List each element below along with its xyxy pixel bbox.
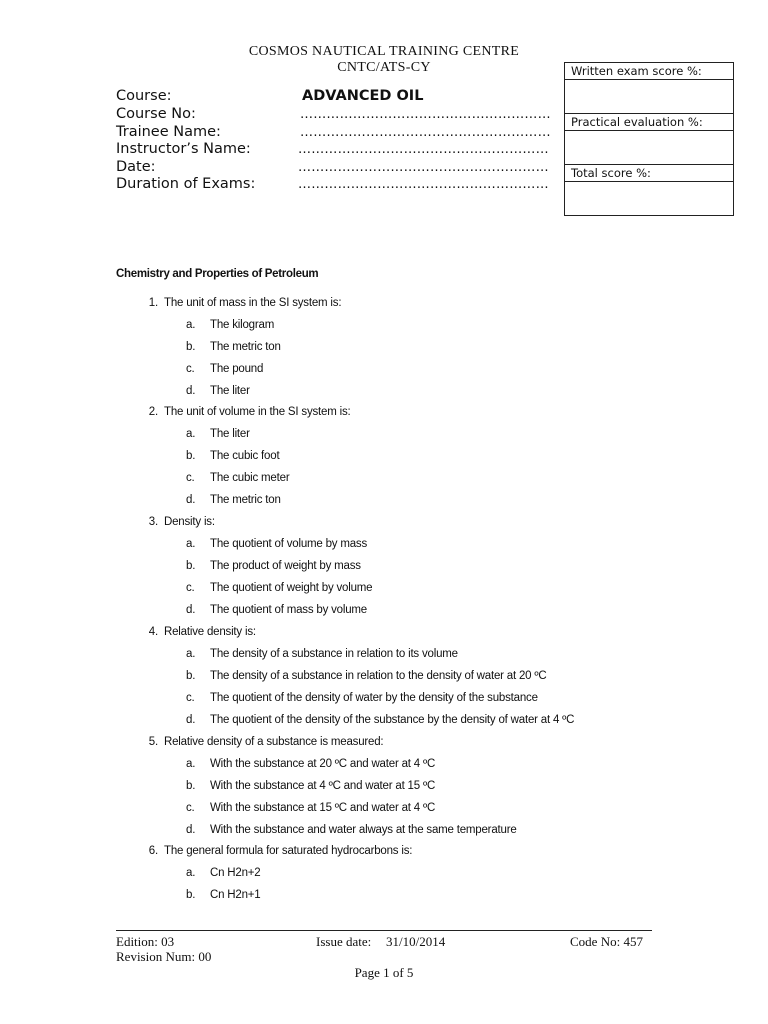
question-text: The unit of mass in the SI system is:	[164, 297, 342, 309]
option-letter: b.	[186, 780, 196, 792]
option-text: The cubic meter	[210, 472, 290, 484]
instructor-name-label: Instructor’s Name:	[116, 141, 251, 157]
option-letter: b.	[186, 560, 196, 572]
option-text: With the substance and water always at the same temperature	[210, 824, 517, 836]
question-number: 6.	[148, 845, 158, 857]
option-letter: a.	[186, 538, 196, 550]
option-text: The liter	[210, 385, 250, 397]
option-letter: b.	[186, 670, 196, 682]
edition-text: Edition: 03	[116, 934, 175, 949]
question-number: 2.	[148, 406, 158, 418]
option-text: The density of a substance in relation to the density of water at 20 ºC	[210, 670, 547, 682]
organization-name: COSMOS NAUTICAL TRAINING CENTRE	[248, 44, 520, 59]
option-text: The quotient of the density of the substance by the density of water at 4 ºC	[210, 714, 575, 726]
course-no-blank: …………………………………………………	[300, 107, 551, 122]
option-text: With the substance at 20 ºC and water at 4 ºC	[210, 758, 436, 770]
document-code: CNTC/ATS-CY	[337, 60, 431, 75]
option-letter: b.	[186, 450, 196, 462]
duration-label: Duration of Exams:	[116, 176, 256, 192]
option-letter: a.	[186, 319, 196, 331]
total-score-field	[565, 182, 733, 217]
option-letter: c.	[186, 692, 195, 704]
question-text: Relative density of a substance is measured:	[164, 736, 384, 748]
course-value: ADVANCED OIL	[302, 88, 424, 104]
option-letter: d.	[186, 714, 196, 726]
trainee-name-blank: …………………………………………………	[300, 125, 551, 140]
practical-score-label: Practical evaluation %:	[565, 114, 733, 131]
total-score-label: Total score %:	[565, 165, 733, 182]
duration-blank: …………………………………………………	[298, 177, 549, 192]
option-text: The quotient of weight by volume	[210, 582, 373, 594]
option-letter: d.	[186, 604, 196, 616]
option-text: With the substance at 4 ºC and water at 15 ºC	[210, 780, 436, 792]
written-score-label: Written exam score %:	[565, 63, 733, 80]
page-number: Page 1 of 5	[354, 965, 414, 980]
question-text: The unit of volume in the SI system is:	[164, 406, 351, 418]
option-text: The product of weight by mass	[210, 560, 361, 572]
option-text: The pound	[210, 363, 264, 375]
written-score-field	[565, 80, 733, 114]
course-label: Course:	[116, 88, 172, 104]
option-letter: d.	[186, 824, 196, 836]
trainee-name-label: Trainee Name:	[116, 124, 221, 140]
option-letter: d.	[186, 494, 196, 506]
option-text: The kilogram	[210, 319, 275, 331]
option-text: Cn H2n+2	[210, 867, 261, 879]
footer-divider	[116, 930, 652, 931]
option-letter: a.	[186, 428, 196, 440]
revision-text: Revision Num: 00	[116, 949, 212, 964]
option-text: The quotient of the density of water by the density of the substance	[210, 692, 538, 704]
option-text: With the substance at 15 ºC and water at 4 ºC	[210, 802, 436, 814]
option-text: The quotient of mass by volume	[210, 604, 367, 616]
option-letter: c.	[186, 582, 195, 594]
practical-score-field	[565, 131, 733, 165]
section-title: Chemistry and Properties of Petroleum	[116, 268, 319, 280]
option-letter: c.	[186, 472, 195, 484]
option-letter: c.	[186, 363, 195, 375]
option-text: The metric ton	[210, 494, 281, 506]
course-no-label: Course No:	[116, 106, 196, 122]
option-text: Cn H2n+1	[210, 889, 261, 901]
option-text: The cubic foot	[210, 450, 280, 462]
question-text: Density is:	[164, 516, 215, 528]
question-number: 4.	[148, 626, 158, 638]
option-letter: a.	[186, 648, 196, 660]
issue-date-label: Issue date:	[316, 934, 372, 949]
option-letter: d.	[186, 385, 196, 397]
option-letter: a.	[186, 758, 196, 770]
date-blank: …………………………………………………	[298, 160, 549, 175]
question-text: Relative density is:	[164, 626, 256, 638]
option-text: The liter	[210, 428, 250, 440]
date-label: Date:	[116, 159, 156, 175]
option-letter: c.	[186, 802, 195, 814]
option-letter: b.	[186, 341, 196, 353]
question-number: 5.	[148, 736, 158, 748]
question-number: 3.	[148, 516, 158, 528]
option-letter: b.	[186, 889, 196, 901]
issue-date-value: 31/10/2014	[386, 934, 446, 949]
question-number: 1.	[148, 297, 158, 309]
option-letter: a.	[186, 867, 196, 879]
question-text: The general formula for saturated hydrocarbons is:	[164, 845, 413, 857]
instructor-name-blank: …………………………………………………	[298, 142, 549, 157]
option-text: The metric ton	[210, 341, 281, 353]
option-text: The density of a substance in relation to its volume	[210, 648, 458, 660]
score-box	[564, 62, 734, 216]
code-number: Code No: 457	[570, 934, 643, 949]
option-text: The quotient of volume by mass	[210, 538, 367, 550]
